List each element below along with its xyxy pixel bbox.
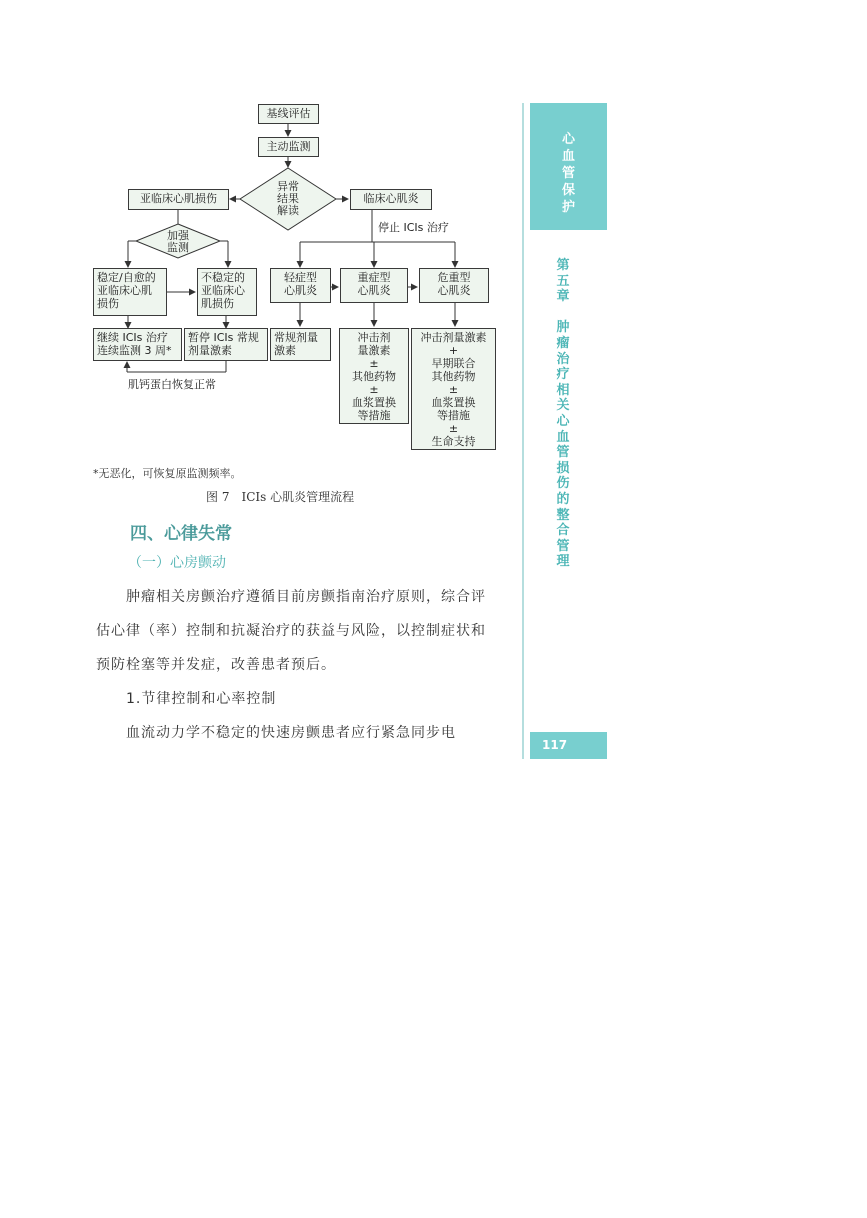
management-flowchart	[0, 0, 520, 460]
node-routine-dose: 常规剂量 激素	[270, 328, 331, 361]
node-abnormal: 异常 结果 解读	[277, 180, 299, 217]
page-number-tab	[530, 732, 607, 759]
node-continue-ici: 继续 ICIs 治疗 连续监测 3 周*	[93, 328, 182, 361]
node-stable: 稳定/自愈的 亚临床心肌 损伤	[93, 268, 167, 316]
sidebar-tab-title: 心 血 管 保 护	[561, 132, 575, 215]
node-enhanced: 加强 监测	[167, 229, 189, 254]
node-active-monitor: 主动监测	[258, 137, 319, 157]
page-number: 117	[542, 738, 568, 752]
node-pause-ici: 暂停 ICIs 常规 剂量激素	[184, 328, 268, 361]
figure-caption: 图 7 ICIs 心肌炎管理流程	[206, 490, 355, 504]
paragraph-cont: 血流动力学不稳定的快速房颤患者应行紧急同步电	[96, 725, 456, 741]
node-baseline: 基线评估	[258, 104, 319, 124]
node-unstable: 不稳定的 亚临床心 肌损伤	[197, 268, 257, 316]
node-severe: 重症型 心肌炎	[340, 268, 408, 303]
label-troponin: 肌钙蛋白恢复正常	[128, 378, 216, 391]
list-item-heading: 1.节律控制和心率控制	[96, 691, 277, 707]
subsection-heading: （一）心房颤动	[128, 555, 226, 571]
node-clinical: 临床心肌炎	[350, 189, 432, 210]
node-shock-critical: 冲击剂量激素 + 早期联合 其他药物 ± 血浆置换 等措施 ± 生命支持	[411, 328, 496, 450]
sidebar-tab	[530, 103, 607, 230]
label-stop-ici: 停止 ICIs 治疗	[378, 221, 449, 234]
node-critical: 危重型 心肌炎	[419, 268, 489, 303]
sidebar-divider	[522, 103, 524, 759]
figure-footnote: *无恶化，可恢复原监测频率。	[93, 467, 242, 480]
node-subclinical: 亚临床心肌损伤	[128, 189, 229, 210]
paragraph-intro: 肿瘤相关房颤治疗遵循目前房颤指南治疗原则，综合评估心律（率）控制和抗凝治疗的获益与风险，以控制症状和预防栓塞等并发症，改善患者预后。	[96, 589, 486, 673]
section-heading: 四、心律失常	[130, 524, 232, 544]
node-mild: 轻症型 心肌炎	[270, 268, 331, 303]
chapter-title: 第 五 章 肿 瘤 治 疗 相 关 心 血 管 损 伤 的 整 合 管 理	[556, 258, 570, 570]
node-shock-severe: 冲击剂 量激素 ± 其他药物 ± 血浆置换 等措施	[339, 328, 409, 424]
